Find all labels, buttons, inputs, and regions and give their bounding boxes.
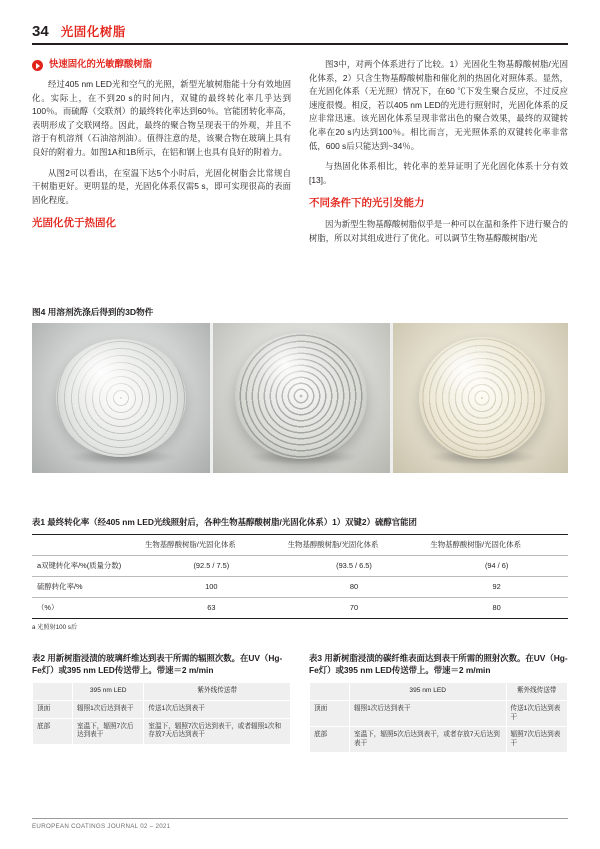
table-3-row-0-label: 顶面 — [310, 700, 350, 726]
3d-printed-sphere-grey — [32, 323, 210, 473]
figure-4 — [32, 306, 568, 473]
table-2-grid — [32, 682, 291, 744]
left-subheading: 光固化优于热固化 — [32, 217, 116, 230]
table-row — [33, 718, 291, 744]
table-1-col-3: 生物基醇酸树脂/光固化体系 — [425, 535, 568, 556]
table-2 — [32, 652, 291, 753]
table-1-row-0-label: a双键转化率/%(质量分数) — [32, 556, 140, 577]
left-paragraph-2: 从图2可以看出，在室温下达5个小时后，光固化树脂会比常规自干树脂更好。更明显的是，光固化体系仅需5 s，即可实现很高的表面固化程度。 — [32, 167, 291, 205]
3d-printed-sphere-ivory — [393, 323, 568, 473]
table-row — [310, 727, 568, 753]
page-header — [32, 18, 568, 44]
table-row — [33, 700, 291, 718]
page-number: 34 — [32, 22, 49, 40]
table-row — [33, 683, 291, 701]
table-3-row-1-label: 底部 — [310, 727, 350, 753]
table-3-row-0-value-0: 辐照1次后达到表干 — [350, 700, 507, 726]
table-row — [32, 598, 568, 619]
table-2-row-1-value-0: 室温下，辐照7次后达到表干 — [73, 718, 144, 744]
table-2-col-0 — [33, 683, 73, 701]
sphere-body — [419, 337, 545, 459]
table-3-row-1-value-0: 室温下，辐照5次后达到表干，或者存放7天后达到表干 — [350, 727, 507, 753]
table-1-row-1-value-2: 92 — [425, 577, 568, 598]
table-1-row-2-value-0: 63 — [140, 598, 283, 619]
table-1-row-2-label: （%） — [32, 598, 140, 619]
table-2-col-2: 紫外线传送带 — [144, 683, 291, 701]
table-row — [32, 556, 568, 577]
right-column — [309, 58, 568, 252]
figure-4-image-strip — [32, 323, 568, 473]
table-2-row-0-label: 顶面 — [33, 700, 73, 718]
table-1 — [32, 516, 568, 631]
table-1-col-1: 生物基醇酸树脂/光固化体系 — [140, 535, 283, 556]
table-3-caption: 表3 用新树脂浸渍的碳纤维表面达到表干所需的照射次数。在UV（Hg-Fe灯）或395 nm LED传送带上。带速＝2 m/min — [309, 653, 568, 676]
table-2-row-0-value-0: 辐照1次后达到表干 — [73, 700, 144, 718]
right-subheading: 不同条件下的光引发能力 — [309, 197, 425, 210]
page-title: 光固化树脂 — [60, 25, 126, 39]
left-paragraph-1: 经过405 nm LED光和空气的光照，新型光敏树脂能十分有效地固化。实际上，在不到20 s的时间内，双键的最终转化率几乎达到100％。而硫醇（交联剂）的最终转化率达到60％。官能团转化率高，表明形成了交联网络。因此，最终的聚合物呈现表干的外观，并且不溶于有机溶剂（石油溶剂油）。值得注意的是，该聚合物在玻璃上具有良好的附着力。如图1A和1B所示，在铝和钢上也具有良好的附着力。 — [32, 79, 291, 158]
table-3-grid — [309, 682, 568, 753]
left-lead-label: 快速固化的光敏醇酸树脂 — [49, 58, 153, 69]
left-lead-heading — [32, 58, 291, 71]
table-3-row-1-value-1: 辐照7次后达到表干 — [506, 727, 568, 753]
3d-printed-sphere-textured — [213, 323, 391, 473]
table-1-grid — [32, 534, 568, 619]
table-1-row-2-value-2: 80 — [425, 598, 568, 619]
table-row — [310, 683, 568, 701]
article-columns — [32, 58, 568, 252]
table-row — [310, 700, 568, 726]
table-1-footnote: a 光照射100 s后 — [32, 624, 78, 632]
table-3-row-0-value-1: 传送1次后达到表干 — [506, 700, 568, 726]
table-1-row-2-value-1: 70 — [283, 598, 426, 619]
left-column — [32, 58, 291, 252]
table-2-caption: 表2 用新树脂浸渍的玻璃纤维达到表干所需的辐照次数。在UV（Hg-Fe灯）或395 nm LED传送带上。带速＝2 m/min — [32, 653, 283, 676]
table-3-col-1: 395 nm LED — [350, 683, 507, 701]
header-divider — [32, 43, 568, 45]
arrow-bullet-icon — [32, 60, 43, 71]
table-1-row-0-value-0: (92.5 / 7.5) — [140, 556, 283, 577]
figure-4-caption: 图4 用溶剂洗涤后得到的3D物件 — [32, 307, 154, 317]
table-row — [32, 535, 568, 556]
table-1-row-0-value-2: (94 / 6) — [425, 556, 568, 577]
tables-2-3 — [32, 652, 568, 753]
footer-divider — [32, 818, 568, 819]
table-3-col-2: 紫外线传送带 — [506, 683, 568, 701]
table-3-col-0 — [310, 683, 350, 701]
table-1-row-1-label: 硫醇转化率/% — [32, 577, 140, 598]
table-1-caption: 表1 最终转化率（经405 nm LED光线照射后，各种生物基醇酸树脂/光固化体系）1）双键2）硫醇官能团 — [32, 517, 417, 527]
right-paragraph-3: 因为新型生物基醇酸树脂似乎是一种可以在温和条件下进行聚合的树脂，所以对其组成进行了优化。可以调节生物基醇酸树脂/光 — [309, 219, 568, 243]
table-2-col-1: 395 nm LED — [73, 683, 144, 701]
right-paragraph-1: 图3中，对两个体系进行了比较。1）光固化生物基醇酸树脂/光固化体系，2）只含生物基醇酸树脂和催化剂的热固化对照体系。显然，在光固化体系（无光照）情况下，在60 ℃下发生聚合反应，不过反应速度很慢。相反，若以405 nm LED的光进行照射时，光固化体系的反应非常迅速。该光固化体系呈现非常出色的聚合效果，最终的双键转化率在20 s内达到100％。相比而言，无光照体系的双键转化率非常低，600 s后只能达到~34％。 — [309, 59, 568, 151]
table-2-row-1-value-1: 室温下，辐照7次后达到表干，或者辐照1次和存放7天后达到表干 — [144, 718, 291, 744]
table-1-row-1-value-1: 80 — [283, 577, 426, 598]
page-footer — [32, 818, 568, 830]
table-2-row-0-value-1: 传送1次后达到表干 — [144, 700, 291, 718]
table-1-col-0 — [32, 535, 140, 556]
footer-journal-name: EUROPEAN COATINGS JOURNAL 02 – 2021 — [32, 822, 171, 830]
table-3 — [309, 652, 568, 753]
table-row — [32, 577, 568, 598]
table-1-row-1-value-0: 100 — [140, 577, 283, 598]
table-1-row-0-value-1: (93.5 / 6.5) — [283, 556, 426, 577]
sphere-body — [56, 339, 186, 457]
right-paragraph-2: 与热固化体系相比，转化率的差异证明了光化固化体系十分有效[13]。 — [309, 161, 568, 185]
table-2-row-1-label: 底部 — [33, 718, 73, 744]
table-1-col-2: 生物基醇酸树脂/光固化体系 — [283, 535, 426, 556]
sphere-body — [235, 333, 367, 459]
